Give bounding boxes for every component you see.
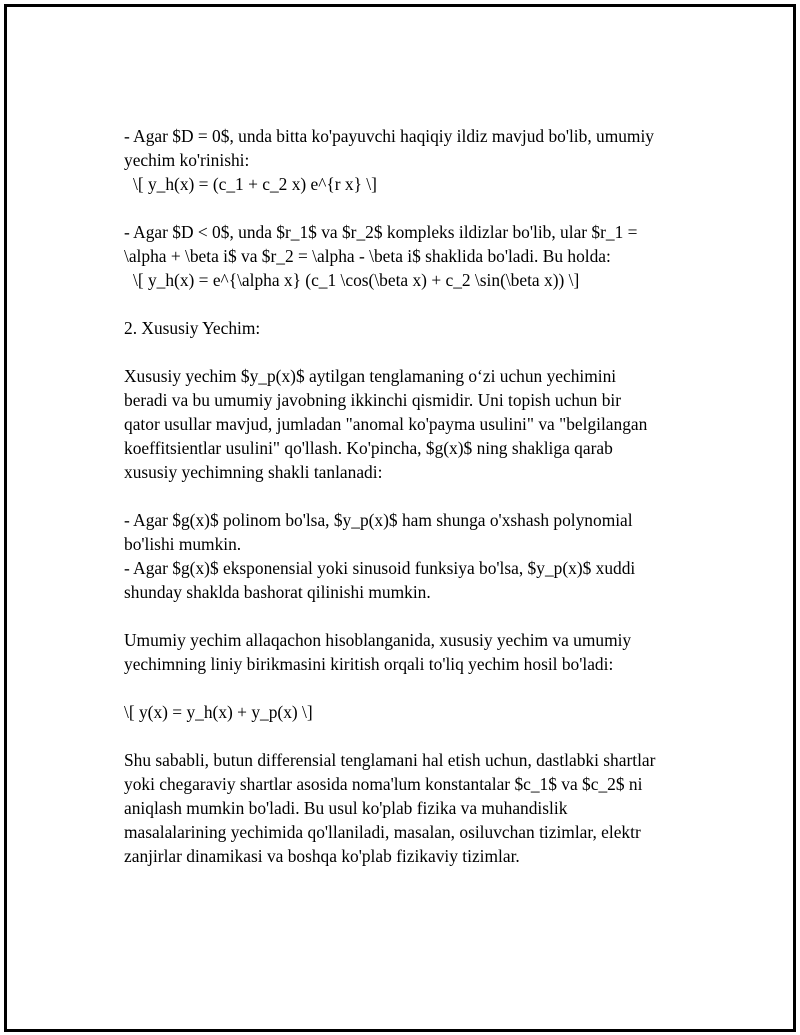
- text-line: Shu sababli, butun differensial tenglamani hal etish uchun, dastlabki shartlar: [124, 750, 656, 770]
- document-body: [124, 124, 704, 868]
- blank-line: [124, 676, 704, 700]
- text-line: \alpha + \beta i$ va $r_2 = \alpha - \beta i$ shaklida bo'ladi. Bu holda:: [124, 246, 611, 266]
- blank-line: [124, 724, 704, 748]
- text-line: - Agar $g(x)$ polinom bo'lsa, $y_p(x)$ ham shunga o'xshash polynomial: [124, 510, 633, 530]
- display-equation: \[ y_h(x) = e^{\alpha x} (c_1 \cos(\beta x) + c_2 \sin(\beta x)) \]: [133, 270, 580, 290]
- text-line: yechimning liniy birikmasini kiritish orqali to'liq yechim hosil bo'ladi:: [124, 654, 614, 674]
- text-line: Umumiy yechim allaqachon hisoblanganida, xususiy yechim va umumiy: [124, 630, 632, 650]
- blank-line: [124, 484, 704, 508]
- text-line: yechim ko'rinishi:: [124, 150, 250, 170]
- blank-line: [124, 196, 704, 220]
- page-frame: [4, 4, 796, 1032]
- text-line: aniqlash mumkin bo'ladi. Bu usul ko'plab fizika va muhandislik: [124, 798, 568, 818]
- text-line: shunday shaklda bashorat qilinishi mumkin.: [124, 582, 431, 602]
- blank-line: [124, 604, 704, 628]
- text-line: bo'lishi mumkin.: [124, 534, 242, 554]
- text-line: beradi va bu umumiy javobning ikkinchi qismidir. Uni topish uchun bir: [124, 390, 622, 410]
- text-line: xususiy yechimning shakli tanlanadi:: [124, 462, 383, 482]
- text-line: masalalarining yechimida qo'llaniladi, masalan, osiluvchan tizimlar, elektr: [124, 822, 641, 842]
- text-line: qator usullar mavjud, jumladan "anomal ko'payma usulini" va "belgilangan: [124, 414, 648, 434]
- text-line: yoki chegaraviy shartlar asosida noma'lum konstantalar $c_1$ va $c_2$ ni: [124, 774, 643, 794]
- text-line: - Agar $g(x)$ eksponensial yoki sinusoid funksiya bo'lsa, $y_p(x)$ xuddi: [124, 558, 636, 578]
- section-heading: 2. Xususiy Yechim:: [124, 318, 261, 338]
- display-equation: \[ y_h(x) = (c_1 + c_2 x) e^{r x} \]: [133, 174, 377, 194]
- text-line: Xususiy yechim $y_p(x)$ aytilgan tenglamaning o‘zi uchun yechimini: [124, 366, 617, 386]
- text-line: - Agar $D < 0$, unda $r_1$ va $r_2$ kompleks ildizlar bo'lib, ular $r_1 =: [124, 222, 638, 242]
- text-line: zanjirlar dinamikasi va boshqa ko'plab fizikaviy tizimlar.: [124, 846, 520, 866]
- text-line: koeffitsientlar usulini" qo'llash. Ko'pincha, $g(x)$ ning shakliga qarab: [124, 438, 613, 458]
- display-equation: \[ y(x) = y_h(x) + y_p(x) \]: [124, 702, 313, 722]
- blank-line: [124, 340, 704, 364]
- text-line: - Agar $D = 0$, unda bitta ko'payuvchi haqiqiy ildiz mavjud bo'lib, umumiy: [124, 126, 654, 146]
- blank-line: [124, 292, 704, 316]
